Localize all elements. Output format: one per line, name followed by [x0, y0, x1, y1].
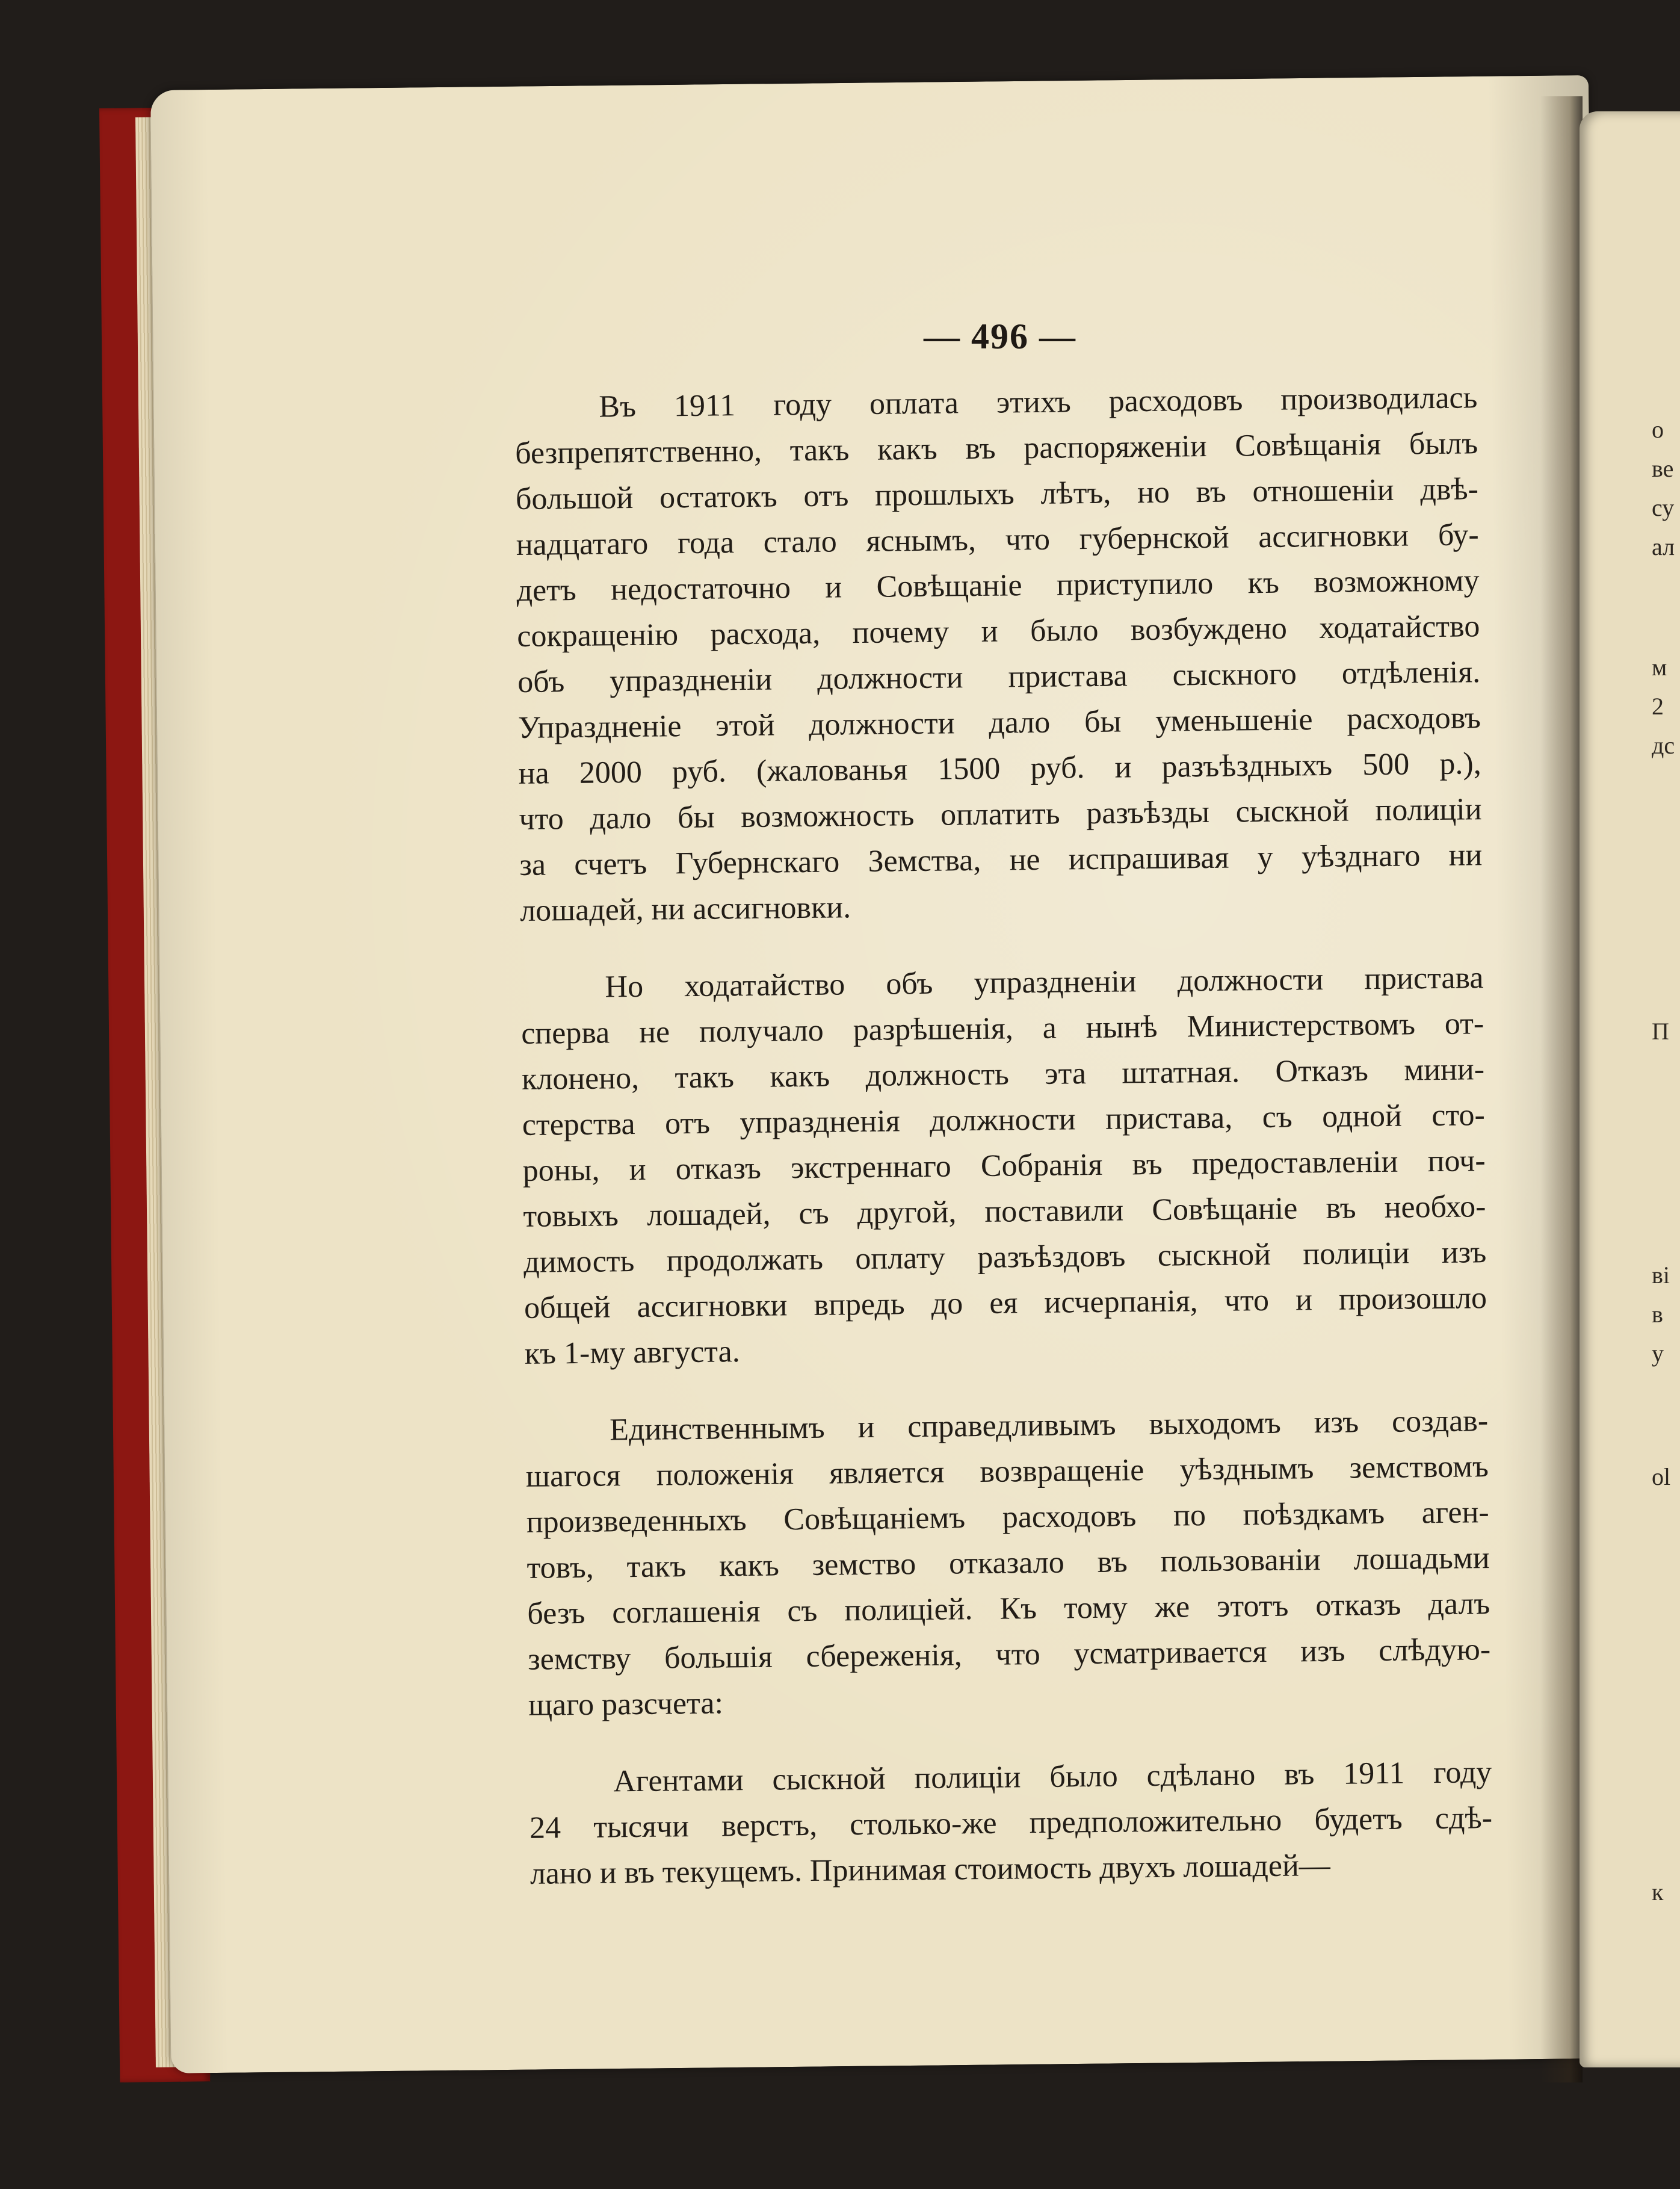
next-page-fragment: ве: [1652, 455, 1674, 482]
paragraph: [525, 1398, 1491, 1729]
text-line: за счетъ Губернскаго Земства, не испрашивая у уѣзднаго ни: [519, 838, 1483, 882]
text-line: товъ, такъ какъ земство отказало въ пользованіи лошадьми: [527, 1541, 1490, 1585]
text-line: Единственнымъ и справедливымъ выходомъ изъ создав-: [609, 1404, 1489, 1447]
next-page-fragment: у: [1652, 1340, 1664, 1367]
book-gutter: [1540, 96, 1583, 2082]
next-page-fragment: су: [1652, 494, 1675, 521]
next-page-fragment: ві: [1652, 1262, 1670, 1289]
text-line: сперва не получало разрѣшенія, а нынѣ Министерствомъ от-: [520, 1006, 1484, 1051]
page-number: — 496 —: [924, 317, 1076, 356]
text-line: шагося положенія является возвращеніе уѣзднымъ земствомъ: [525, 1449, 1489, 1494]
paragraph: [514, 375, 1483, 934]
next-page-fragment: дс: [1652, 732, 1675, 759]
next-page-fragment: м: [1652, 654, 1667, 681]
text-line: безпрепятственно, такъ какъ въ распоряженіи Совѣщанія былъ: [514, 426, 1478, 471]
text-line: произведенныхъ Совѣщаніемъ расходовъ по поѣздкамъ аген-: [526, 1495, 1489, 1540]
text-line: безъ соглашенія съ полиціей. Къ тому же этотъ отказъ далъ: [527, 1587, 1490, 1631]
next-page-fragment: П: [1652, 1018, 1669, 1045]
text-line: лано и въ текущемъ. Принимая стоимость двухъ лошадей—: [530, 1848, 1331, 1891]
text-line: Агентами сыскной полиціи было сдѣлано въ 1911 году: [613, 1755, 1492, 1799]
text-line: общей ассигновки впредь до ея исчерпанія, что и произошло: [523, 1281, 1487, 1325]
next-page: [1580, 111, 1680, 2067]
text-line: къ 1-му августа.: [524, 1334, 740, 1371]
text-line: лошадей, ни ассигновки.: [519, 890, 851, 928]
text-line: большой остатокъ отъ прошлыхъ лѣтъ, но въ отношеніи двѣ-: [515, 472, 1479, 516]
text-line: Въ 1911 году оплата этихъ расходовъ производилась: [599, 380, 1478, 424]
text-line: земству большія сбереженія, что усматривается изъ слѣдую-: [527, 1632, 1491, 1677]
text-line: что дало бы возможность оплатить разъѣзды сыскной полиціи: [519, 792, 1482, 837]
body-text: [514, 375, 1493, 1928]
next-page-fragment: о: [1652, 416, 1664, 443]
text-line: щаго разсчета:: [528, 1686, 724, 1723]
text-line: Упраздненіе этой должности дало бы уменьшеніе расходовъ: [517, 701, 1481, 745]
text-line: на 2000 руб. (жалованья 1500 руб. и разъѣздныхъ 500 р.),: [518, 746, 1481, 791]
next-page-fragment: к: [1652, 1878, 1664, 1906]
next-page-fragment: ol: [1652, 1463, 1671, 1490]
paragraph: [529, 1750, 1493, 1897]
text-line: клонено, такъ какъ должность эта штатная. Отказъ мини-: [521, 1052, 1485, 1097]
text-line: объ упраздненіи должности пристава сыскного отдѣленія.: [517, 655, 1481, 699]
text-line: детъ недостаточно и Совѣщаніе приступило къ возможному: [516, 563, 1480, 608]
text-line: надцатаго года стало яснымъ, что губернской ассигновки бу-: [516, 518, 1479, 562]
paragraph: [520, 955, 1487, 1377]
text-line: Но ходатайство объ упраздненіи должности пристава: [605, 961, 1484, 1005]
next-page-fragment: ал: [1652, 533, 1675, 560]
text-line: роны, и отказъ экстреннаго Собранія въ предоставленіи поч-: [522, 1144, 1486, 1188]
text-line: товыхъ лошадей, съ другой, поставили Совѣщаніе въ необхо-: [523, 1189, 1486, 1234]
text-line: 24 тысячи верстъ, столько-же предположительно будетъ сдѣ-: [529, 1801, 1493, 1845]
next-page-fragment: 2: [1652, 693, 1664, 720]
text-line: сокращенію расхода, почему и было возбуждено ходатайство: [517, 609, 1480, 654]
text-line: стерства отъ упраздненія должности пристава, съ одной сто-: [522, 1098, 1486, 1142]
text-line: димость продолжать оплату разъѣздовъ сыскной полиціи изъ: [523, 1235, 1487, 1280]
next-page-fragment: в: [1652, 1301, 1663, 1328]
